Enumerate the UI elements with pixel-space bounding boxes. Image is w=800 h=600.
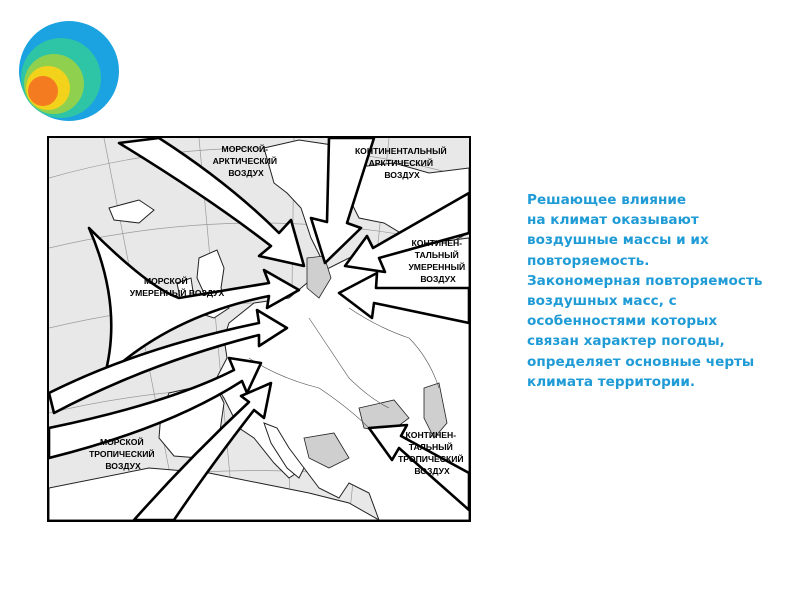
label-maritime-temperate-1: МОРСКОЙ xyxy=(143,276,188,286)
label-maritime-arctic-1: МОРСКОЙ- xyxy=(221,144,269,154)
label-continental-temperate-4: ВОЗДУХ xyxy=(420,274,456,284)
label-continental-tropical-2: ТАЛЬНЫЙ xyxy=(408,442,453,452)
caption-line: Закономерная повторяемость xyxy=(527,272,763,289)
label-maritime-tropical-1: МОРСКОЙ xyxy=(99,437,144,447)
label-maritime-temperate-2: УМЕРЕННЫЙ ВОЗДУХ xyxy=(129,288,225,298)
label-continental-arctic-2: АРКТИЧЕСКИЙ xyxy=(368,158,434,168)
label-maritime-tropical-2: ТРОПИЧЕСКИЙ xyxy=(89,449,155,459)
label-continental-tropical-3: ТРОПИЧЕСКИЙ xyxy=(398,454,464,464)
caption-line: на климат оказывают xyxy=(527,212,699,229)
label-continental-tropical-4: ВОЗДУХ xyxy=(414,466,450,476)
label-continental-temperate-1: КОНТИНЕН- xyxy=(411,238,463,248)
caption-line: климата территории. xyxy=(527,373,696,390)
caption-line: определяет основные черты xyxy=(527,353,755,370)
air-masses-map xyxy=(47,136,471,522)
caption-line: Решающее влияние xyxy=(527,192,687,208)
caption-line: связан характер погоды, xyxy=(527,333,725,350)
label-continental-arctic-3: ВОЗДУХ xyxy=(384,170,420,180)
label-maritime-arctic-3: ВОЗДУХ xyxy=(228,168,264,178)
concentric-circles-logo xyxy=(18,20,120,122)
label-continental-temperate-3: УМЕРЕННЫЙ xyxy=(408,262,466,272)
label-continental-tropical-1: КОНТИНЕН- xyxy=(405,430,457,440)
label-maritime-arctic-2: АРКТИЧЕСКИЙ xyxy=(212,156,278,166)
caption-text xyxy=(527,190,792,392)
label-continental-temperate-2: ТАЛЬНЫЙ xyxy=(414,250,459,260)
caption-line: воздушных масс, с xyxy=(527,293,677,310)
caption-line: особенностями которых xyxy=(527,313,718,330)
label-continental-arctic-1: КОНТИНЕНТАЛЬНЫЙ xyxy=(354,146,447,156)
label-maritime-tropical-3: ВОЗДУХ xyxy=(105,461,141,471)
caption-line: воздушные массы и их xyxy=(527,232,709,249)
caption-line: повторяемость. xyxy=(527,252,650,269)
